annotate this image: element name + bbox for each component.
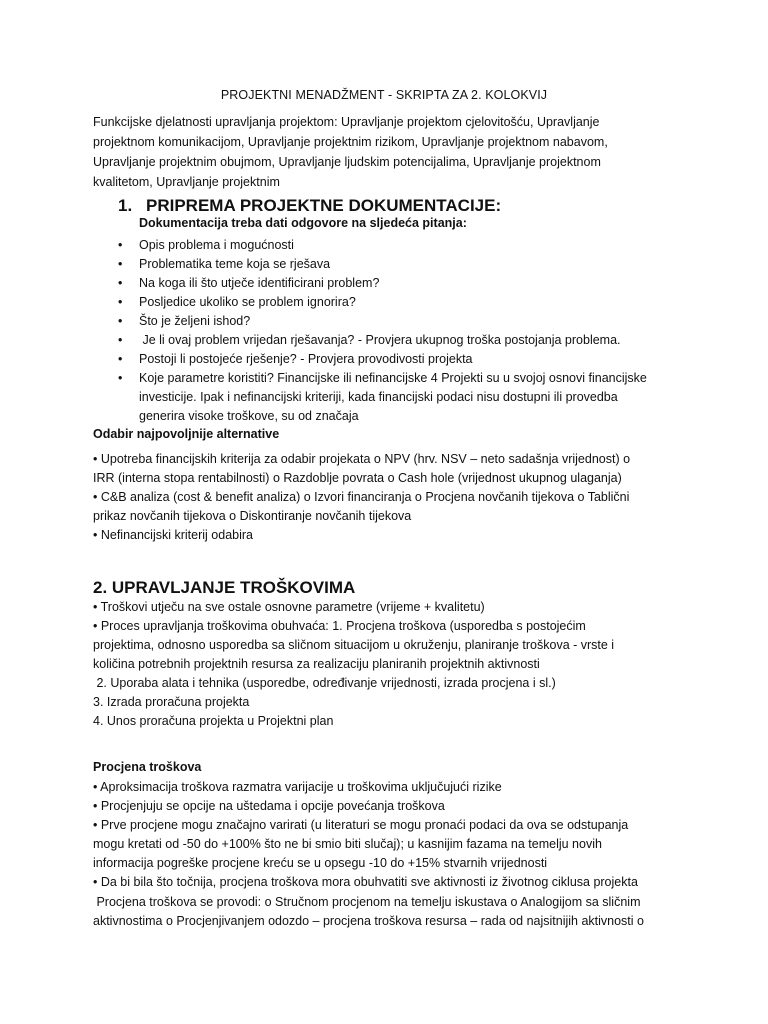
list-item xyxy=(118,274,678,293)
section-1-subheading: Dokumentacija treba dati odgovore na sljedeća pitanja: xyxy=(139,216,467,230)
alternative-heading: Odabir najpovoljnije alternative xyxy=(93,427,280,441)
section-2-heading: 2. UPRAVLJANJE TROŠKOVIMA xyxy=(93,578,356,597)
question-list xyxy=(118,236,678,426)
text-line: • Upotreba financijskih kriterija za odabir projekata o NPV (hrv. NSV – neto sadašnja vrijednost) o xyxy=(93,452,631,466)
list-item-text: Koje parametre koristiti? Financijske ili nefinancijske 4 Projekti su u svojoj osnovi financijske xyxy=(139,371,647,385)
alternative-paragraph xyxy=(93,450,663,545)
text-line: • Aproksimacija troškova razmatra varijacije u troškovima uključujući rizike xyxy=(93,780,502,794)
intro-line: kvalitetom, Upravljanje projektnim xyxy=(93,175,280,189)
list-item-text: Na koga ili što utječe identificirani problem? xyxy=(139,276,380,290)
list-item-text: Je li ovaj problem vrijedan rješavanja? - Provjera ukupnog troška postojanja problema. xyxy=(139,333,621,347)
intro-line: projektnom komunikacijom, Upravljanje projektnim rizikom, Upravljanje projektnom nabavom, xyxy=(93,135,608,149)
text-line: količina potrebnih projektnih resursa za realizaciju planiranih projektnih aktivnosti xyxy=(93,657,540,671)
text-line: • C&B analiza (cost & benefit analiza) o Izvori financiranja o Procjena novčanih tijekova o Tablični xyxy=(93,490,630,504)
text-line: • Nefinancijski kriterij odabira xyxy=(93,528,253,542)
section-1-heading xyxy=(118,196,501,216)
intro-line: Upravljanje projektnim obujmom, Upravljanje ljudskim potencijalima, Upravljanje projektnom xyxy=(93,155,601,169)
text-line: 2. Uporaba alata i tehnika (usporedbe, određivanje vrijednosti, izrada procjena i sl.) xyxy=(93,676,556,690)
text-line: Procjena troškova se provodi: o Stručnom procjenom na temelju iskustava o Analogijom sa sličnim xyxy=(93,895,641,909)
list-item xyxy=(118,369,678,426)
text-line: 3. Izrada proračuna projekta xyxy=(93,695,250,709)
text-line: projektima, odnosno usporedba sa sličnom situacijom u okruženju, planiranje troškova - vrste i xyxy=(93,638,615,652)
bullet-icon: • xyxy=(118,257,123,271)
list-item-text: Opis problema i mogućnosti xyxy=(139,238,294,252)
bullet-icon: • xyxy=(118,238,123,252)
text-line: • Prve procjene mogu značajno varirati (u literaturi se mogu pronaći podaci da ova se odstupanja xyxy=(93,818,629,832)
intro-line: Funkcijske djelatnosti upravljanja projektom: Upravljanje projektom cjelovitošću, Upravljanje xyxy=(93,115,600,129)
cost-estimate-list xyxy=(93,778,663,892)
section-2-paragraph xyxy=(93,598,663,731)
text-line: informacija pogreške procjene kreću se u opsegu -10 do +15% stvarnih vrijednosti xyxy=(93,856,548,870)
list-item xyxy=(118,350,678,369)
list-item-text: Problematika teme koja se rješava xyxy=(139,257,331,271)
document-title: PROJEKTNI MENADŽMENT - SKRIPTA ZA 2. KOLOKVIJ xyxy=(220,88,548,102)
bullet-icon: • xyxy=(118,371,123,385)
list-item xyxy=(118,255,678,274)
list-item xyxy=(118,331,678,350)
bullet-icon: • xyxy=(118,276,123,290)
text-line: IRR (interna stopa rentabilnosti) o Razdoblje povrata o Cash hole (vrijednost ukupnog ulaganja) xyxy=(93,471,622,485)
cost-estimate-heading: Procjena troškova xyxy=(93,760,202,774)
list-item-text: generira visoke troškove, su od značaja xyxy=(139,409,359,423)
text-line: 4. Unos proračuna projekta u Projektni plan xyxy=(93,714,334,728)
text-line: • Proces upravljanja troškovima obuhvaća: 1. Procjena troškova (usporedba s postojećim xyxy=(93,619,586,633)
cost-estimate-paragraph xyxy=(93,893,671,931)
section-1-number: 1. xyxy=(118,196,133,215)
text-line: prikaz novčanih tijekova o Diskontiranje novčanih tijekova xyxy=(93,509,412,523)
text-line: aktivnostima o Procjenjivanjem odozdo – procjena troškova resursa – rada od najsitnijih aktivnosti o xyxy=(93,914,644,928)
list-item-text: Što je željeni ishod? xyxy=(139,314,251,328)
list-item-text: Postoji li postojeće rješenje? - Provjera provodivosti projekta xyxy=(139,352,473,366)
bullet-icon: • xyxy=(118,352,123,366)
text-line: mogu kretati od -50 do +100% što ne bi smio biti slučaj); u kasnijim fazama na temelju novih xyxy=(93,837,602,851)
bullet-icon: • xyxy=(118,295,123,309)
text-line: • Procjenjuju se opcije na uštedama i opcije povećanja troškova xyxy=(93,799,445,813)
list-item xyxy=(118,236,678,255)
list-item-text: investicije. Ipak i nefinancijski kriteriji, kada financijski podaci nisu dostupni ili provedba xyxy=(139,390,618,404)
bullet-icon: • xyxy=(118,314,123,328)
section-1-title: PRIPREMA PROJEKTNE DOKUMENTACIJE: xyxy=(146,196,502,215)
list-item xyxy=(118,312,678,331)
list-item xyxy=(118,293,678,312)
intro-paragraph xyxy=(93,112,653,192)
bullet-icon: • xyxy=(118,333,123,347)
text-line: • Da bi bila što točnija, procjena troškova mora obuhvatiti sve aktivnosti iz životnog ciklusa projekta xyxy=(93,875,638,889)
text-line: • Troškovi utječu na sve ostale osnovne parametre (vrijeme + kvalitetu) xyxy=(93,600,485,614)
list-item-text: Posljedice ukoliko se problem ignorira? xyxy=(139,295,356,309)
